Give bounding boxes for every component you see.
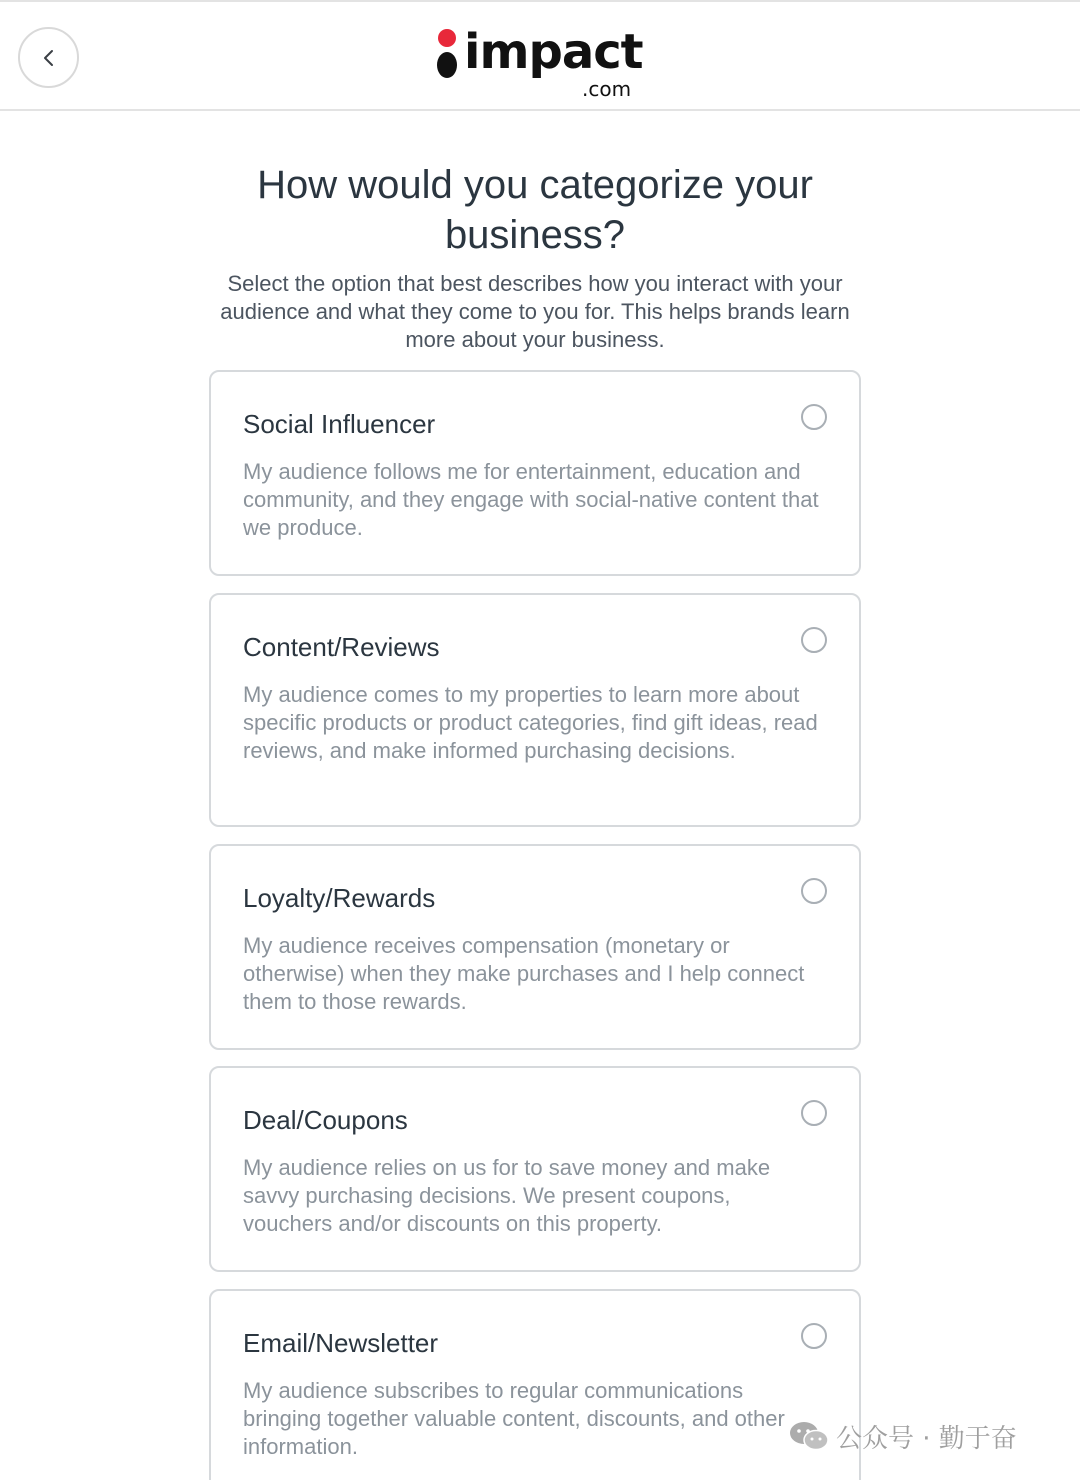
option-description: My audience comes to my properties to learn more about specific products or product categories, find gift ideas, read reviews, and make informed purchasing decisions. (243, 682, 818, 763)
back-button[interactable] (18, 27, 79, 88)
option-title: Content/Reviews (243, 632, 440, 662)
impact-logo[interactable] (435, 24, 643, 101)
page-subtitle: Select the option that best describes how you interact with your audience and what they come to you for. This helps brands learn more about your business. (220, 271, 850, 352)
option-description: My audience subscribes to regular communications bringing together valuable content, discounts, and other information. (243, 1378, 785, 1459)
page-title: How would you categorize your business? (257, 163, 813, 257)
option-radio[interactable] (801, 404, 827, 430)
option-description: My audience relies on us for to save money and make savvy purchasing decisions. We present coupons, vouchers and/or discounts on this property. (243, 1155, 771, 1236)
option-card-deal-coupons[interactable] (209, 1066, 861, 1272)
option-card-email-newsletter[interactable] (209, 1289, 861, 1480)
top-bar (0, 0, 1080, 111)
logo-mark-icon (437, 29, 457, 81)
option-description: My audience follows me for entertainment, education and community, and they engage with social-native content that we produce. (243, 459, 819, 540)
option-card-loyalty-rewards[interactable] (209, 844, 861, 1050)
chevron-left-icon (41, 48, 57, 68)
wechat-icon (788, 1420, 830, 1452)
logo-black-dot (437, 52, 457, 78)
option-radio[interactable] (801, 878, 827, 904)
watermark-text: 公众号 · 勤于奋 (836, 1423, 1017, 1454)
option-title: Loyalty/Rewards (243, 883, 436, 913)
option-radio[interactable] (801, 627, 827, 653)
logo-wordmark: impact (464, 24, 643, 80)
logo-red-dot (438, 29, 456, 47)
option-title: Email/Newsletter (243, 1328, 439, 1358)
option-radio[interactable] (801, 1323, 827, 1349)
option-title: Social Influencer (243, 409, 436, 439)
option-radio[interactable] (801, 1100, 827, 1126)
logo-domain-suffix: .com (582, 77, 632, 101)
option-card-social-influencer[interactable] (209, 370, 861, 576)
watermark (788, 1418, 1017, 1454)
option-title: Deal/Coupons (243, 1105, 408, 1135)
option-description: My audience receives compensation (monetary or otherwise) when they make purchases and I help connect them to those rewards. (243, 933, 805, 1014)
option-card-content-reviews[interactable] (209, 593, 861, 827)
